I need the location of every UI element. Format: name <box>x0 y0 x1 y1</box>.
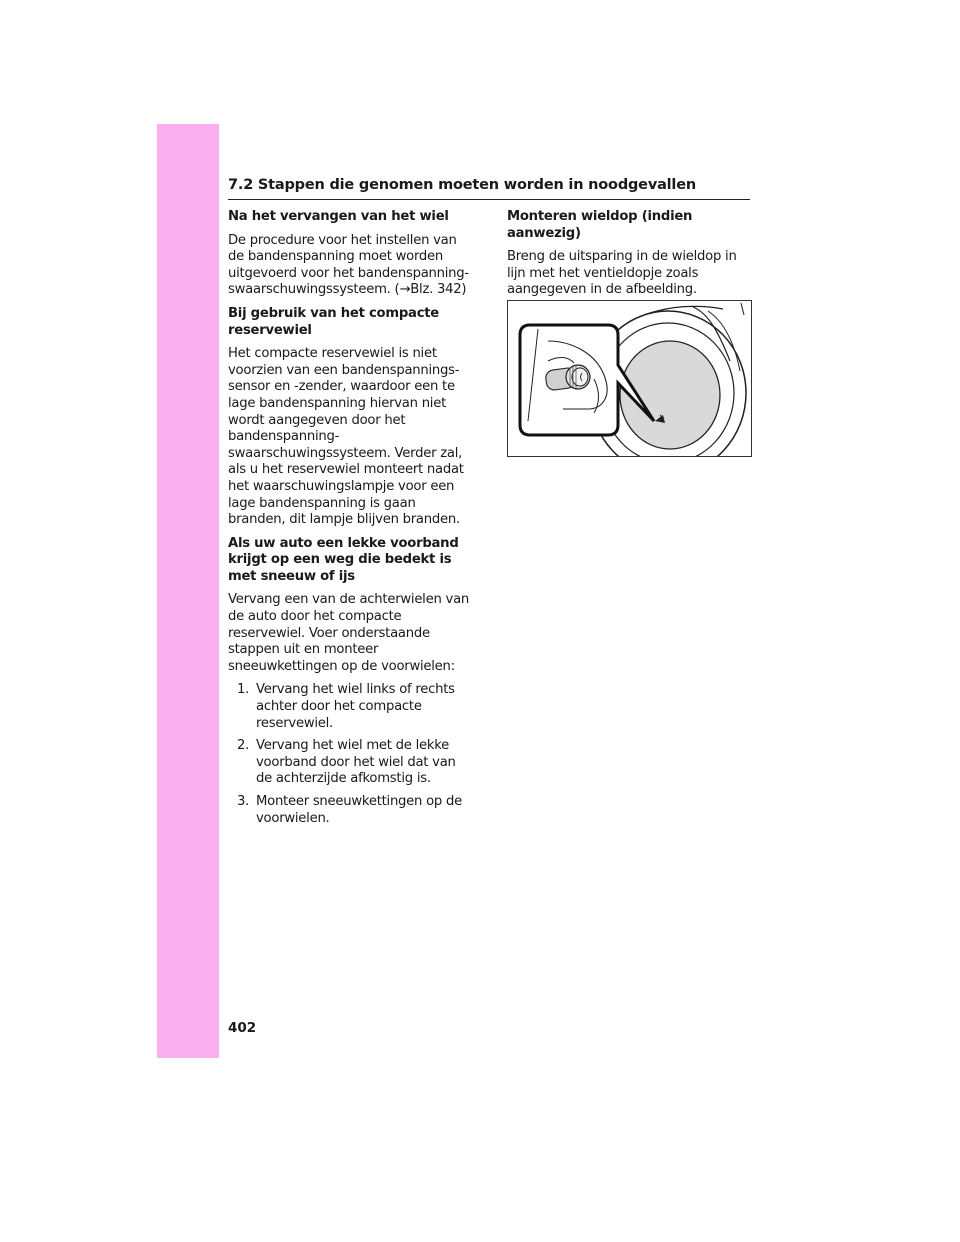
step-number: 1. <box>237 682 250 698</box>
step-text: Vervang het wiel met de lekke voorband door het wiel dat van de achterzijde afkomstig is. <box>256 738 456 787</box>
paragraph-compact-spare: Het compacte reservewiel is niet voorzien van een bandenspannings-sensor en -zender, waardoor een te lage bandenspanning hiervan niet wordt aangegeven door het bandenspanning-swaarschuwingssysteem. Verder zal, als u het reservewiel monteert nadat het waarschuwingslampje voor een lage bandenspanning is gaan branden, dit lampje blijven branden. <box>228 346 464 528</box>
paragraph-wheel-cap: Breng de uitsparing in de wieldop in lijn met het ventieldopje zoals aangegeven in de afbeelding. <box>507 249 737 298</box>
page-number: 402 <box>228 1020 257 1036</box>
heading-wheel-cap: Monteren wieldop (indien aanwezig) <box>507 209 693 241</box>
step-number: 3. <box>237 794 250 809</box>
left-column <box>228 209 473 833</box>
wheel-cap-drawing <box>508 301 751 456</box>
wheel-cap-valve-illustration <box>507 300 752 457</box>
step-number: 2. <box>237 738 250 754</box>
step-text: Monteer sneeuwkettingen op de voorwielen. <box>256 794 462 826</box>
heading-flat-front-tire-snow: Als uw auto een lekke voorband krijgt op een weg die bedekt is met sneeuw of ijs <box>228 535 459 584</box>
list-item <box>237 738 473 788</box>
section-header: 7.2 Stappen die genomen moeten worden in noodgevallen <box>228 177 750 200</box>
steps-list <box>228 682 473 827</box>
list-item <box>237 794 473 827</box>
list-item <box>237 682 473 732</box>
heading-compact-spare: Bij gebruik van het compacte reservewiel <box>228 305 440 338</box>
right-column <box>507 209 755 306</box>
chapter-side-tab <box>157 124 219 1058</box>
paragraph-snow-ice: Vervang een van de achterwielen van de auto door het compacte reservewiel. Voer onderstaande stappen uit en monteer sneeuwkettingen op de voorwielen: <box>228 592 470 674</box>
heading-after-wheel-change: Na het vervangen van het wiel <box>228 209 449 224</box>
step-text: Vervang het wiel links of rechts achter door het compacte reservewiel. <box>256 682 455 731</box>
paragraph-pressure-procedure: De procedure voor het instellen van de bandenspanning moet worden uitgevoerd voor het bandenspanning-swaarschuwingssysteem. (→Blz. 342) <box>228 232 469 298</box>
